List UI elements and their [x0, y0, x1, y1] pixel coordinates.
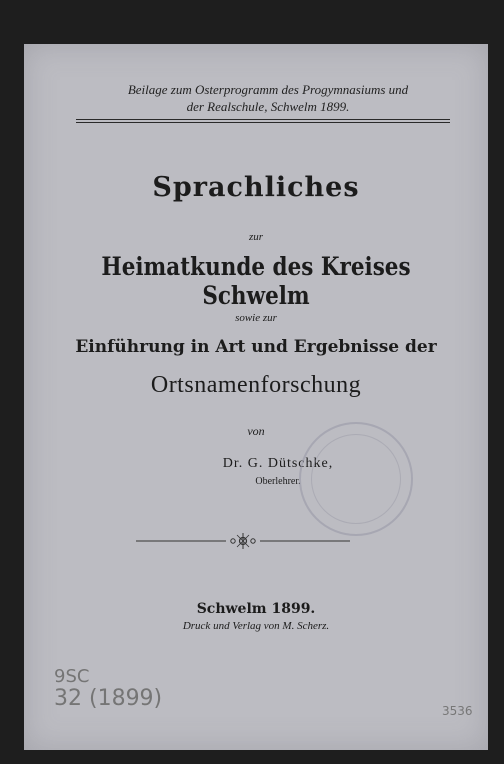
- author-role: Oberlehrer.: [255, 476, 301, 487]
- ornament-divider: [136, 532, 350, 550]
- header-line-1: Beilage zum Osterprogramm des Progymnasiums und: [127, 82, 409, 97]
- shelfmark-line-1: 9SC: [54, 666, 90, 687]
- von-text: von: [247, 424, 265, 438]
- place-year: Schwelm 1899.: [196, 601, 316, 617]
- shelfmark-handwriting: [54, 666, 162, 710]
- header-rule-bottom: [76, 122, 450, 123]
- library-stamp: [299, 422, 413, 536]
- corner-number: 3536: [442, 704, 473, 718]
- main-title: Sprachliches: [152, 172, 360, 203]
- document-page: [24, 44, 488, 750]
- intro-line: Einführung in Art und Ergebnisse der: [75, 337, 437, 357]
- header-rule-top: [76, 119, 450, 120]
- zur-text: zur: [248, 231, 264, 243]
- shelfmark-line-2: 32 (1899): [54, 686, 163, 711]
- author-name: Dr. G. Dütschke,: [222, 456, 334, 471]
- publisher-line: Druck und Verlag von M. Scherz.: [182, 620, 330, 632]
- header-line-2: der Realschule, Schwelm 1899.: [186, 99, 350, 114]
- topic-title: Ortsnamenforschung: [150, 372, 362, 398]
- sowie-text: sowie zur: [235, 312, 277, 324]
- subject-title: Heimatkunde des Kreises Schwelm: [101, 252, 411, 310]
